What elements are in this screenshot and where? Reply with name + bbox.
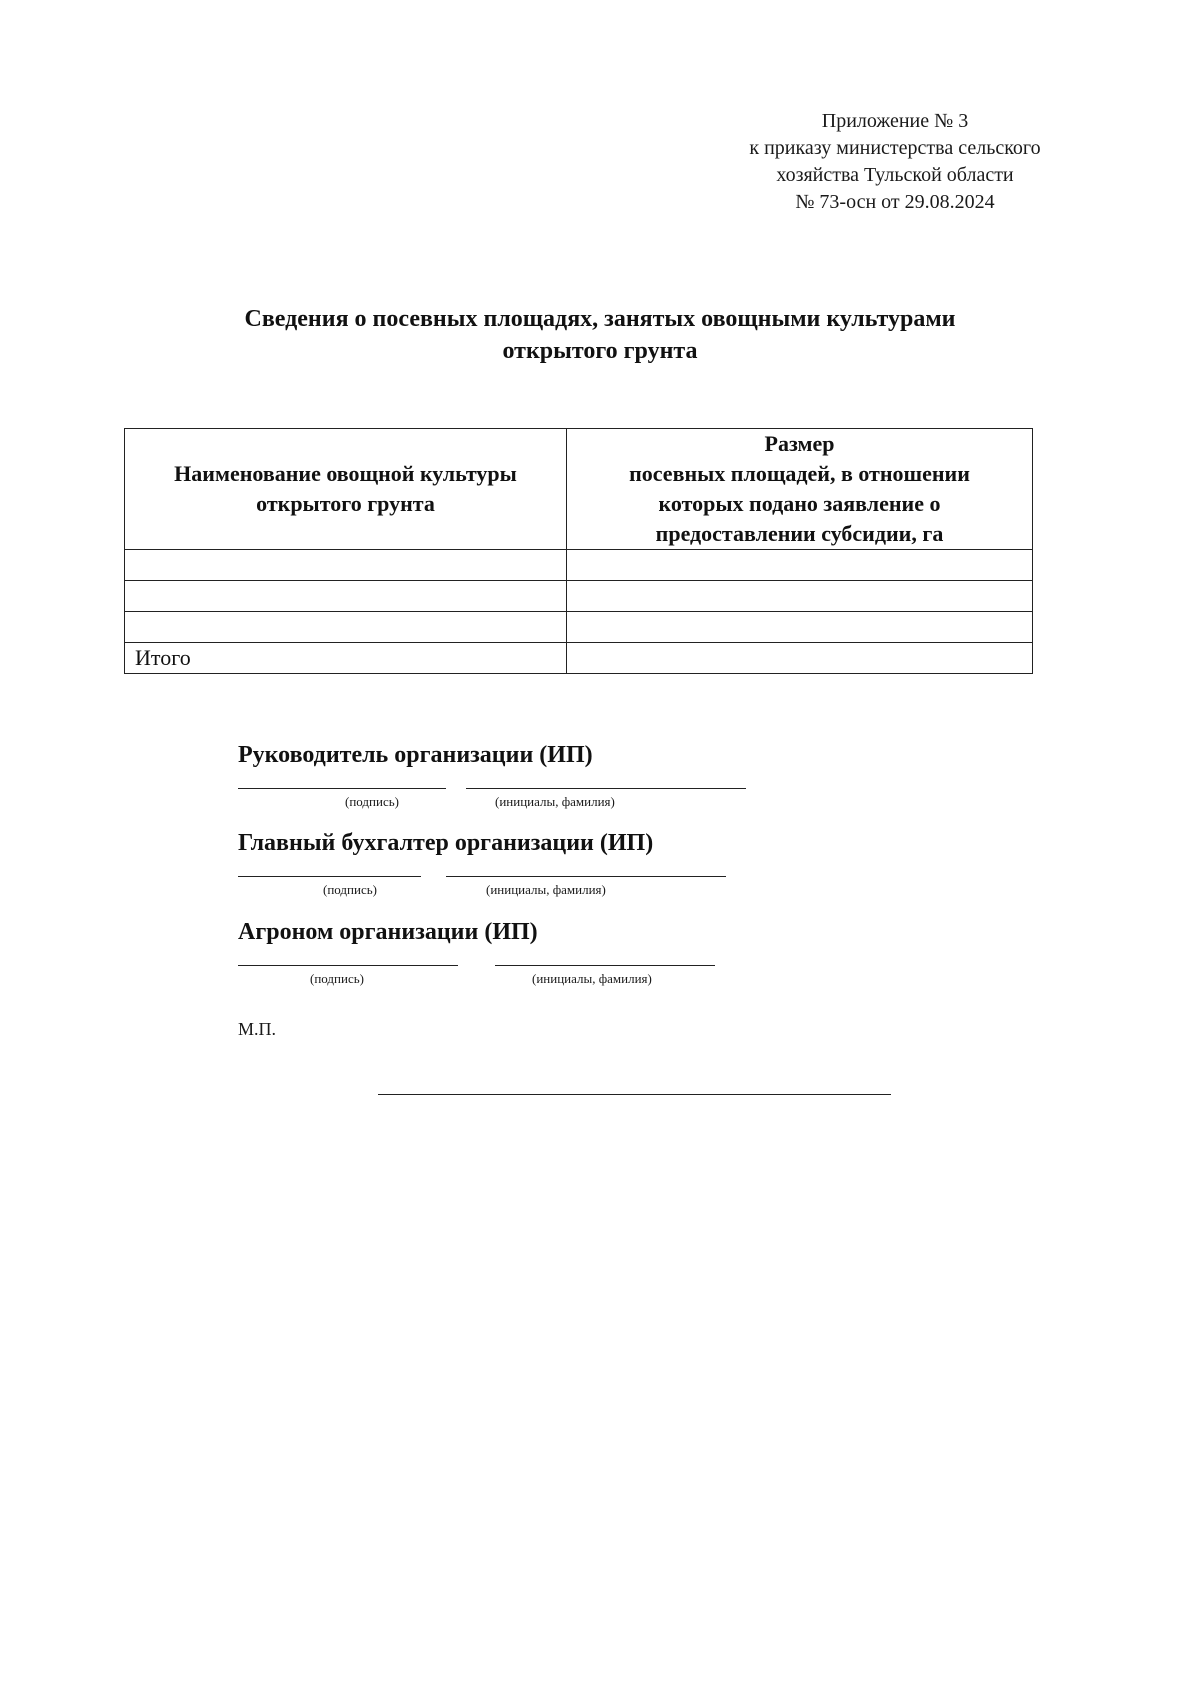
sown-area-cell[interactable] xyxy=(567,581,1033,612)
name-line[interactable] xyxy=(446,876,726,877)
table-row xyxy=(125,612,1033,643)
signature-line[interactable] xyxy=(238,965,458,966)
crop-name-cell[interactable] xyxy=(125,612,567,643)
table-row xyxy=(125,581,1033,612)
closing-divider xyxy=(378,1094,891,1095)
document-title xyxy=(100,303,1100,367)
signature-block-head xyxy=(238,740,758,814)
signature-caption: (подпись) xyxy=(323,882,377,897)
signature-title-head: Руководитель организации (ИП) xyxy=(238,742,593,768)
appendix-order-line: к приказу министерства сельского xyxy=(749,137,1041,159)
signature-block-agronomist xyxy=(238,917,758,991)
table-row xyxy=(125,550,1033,581)
table-total-row xyxy=(125,643,1033,674)
signature-lines-head xyxy=(238,770,758,814)
document-title-line-2: открытого грунта xyxy=(502,338,698,364)
header-crop-name xyxy=(125,429,567,550)
signature-caption: (подпись) xyxy=(310,971,364,986)
name-line[interactable] xyxy=(495,965,715,966)
table-header-row xyxy=(125,429,1033,550)
name-line[interactable] xyxy=(466,788,746,789)
sown-area-cell[interactable] xyxy=(567,550,1033,581)
name-caption: (инициалы, фамилия) xyxy=(486,882,606,897)
name-caption: (инициалы, фамилия) xyxy=(532,971,652,986)
crop-name-cell[interactable] xyxy=(125,550,567,581)
header-sown-area-line-4: предоставлении субсидии, га xyxy=(655,521,944,546)
appendix-ministry-line: хозяйства Тульской области xyxy=(776,164,1014,186)
signature-title-agronomist: Агроном организации (ИП) xyxy=(238,919,538,945)
header-sown-area-line-2: посевных площадей, в отношении xyxy=(629,461,970,486)
signature-caption: (подпись) xyxy=(345,794,399,809)
total-label: Итого xyxy=(125,643,567,674)
header-crop-name-line-1: Наименование овощной культуры xyxy=(174,461,517,486)
header-sown-area-line-3: которых подано заявление о xyxy=(658,491,941,516)
signature-lines-accountant xyxy=(238,858,758,902)
appendix-reference xyxy=(700,108,1090,216)
header-sown-area xyxy=(567,429,1033,550)
document-title-line-1: Сведения о посевных площадях, занятых овощными культурами xyxy=(244,306,956,332)
signature-line[interactable] xyxy=(238,876,421,877)
sown-area-cell[interactable] xyxy=(567,612,1033,643)
sown-area-table xyxy=(124,428,1033,674)
signature-line[interactable] xyxy=(238,788,446,789)
appendix-number: Приложение № 3 xyxy=(821,110,969,132)
signature-lines-agronomist xyxy=(238,947,758,991)
header-sown-area-line-1: Размер xyxy=(764,431,835,456)
crop-name-cell[interactable] xyxy=(125,581,567,612)
total-value-cell[interactable] xyxy=(567,643,1033,674)
seal-placeholder: М.П. xyxy=(238,1019,277,1039)
header-crop-name-line-2: открытого грунта xyxy=(256,491,435,516)
name-caption: (инициалы, фамилия) xyxy=(495,794,615,809)
signature-title-accountant: Главный бухгалтер организации (ИП) xyxy=(238,830,654,856)
appendix-order-number-date: № 73-осн от 29.08.2024 xyxy=(795,191,995,213)
signature-block-accountant xyxy=(238,828,758,902)
